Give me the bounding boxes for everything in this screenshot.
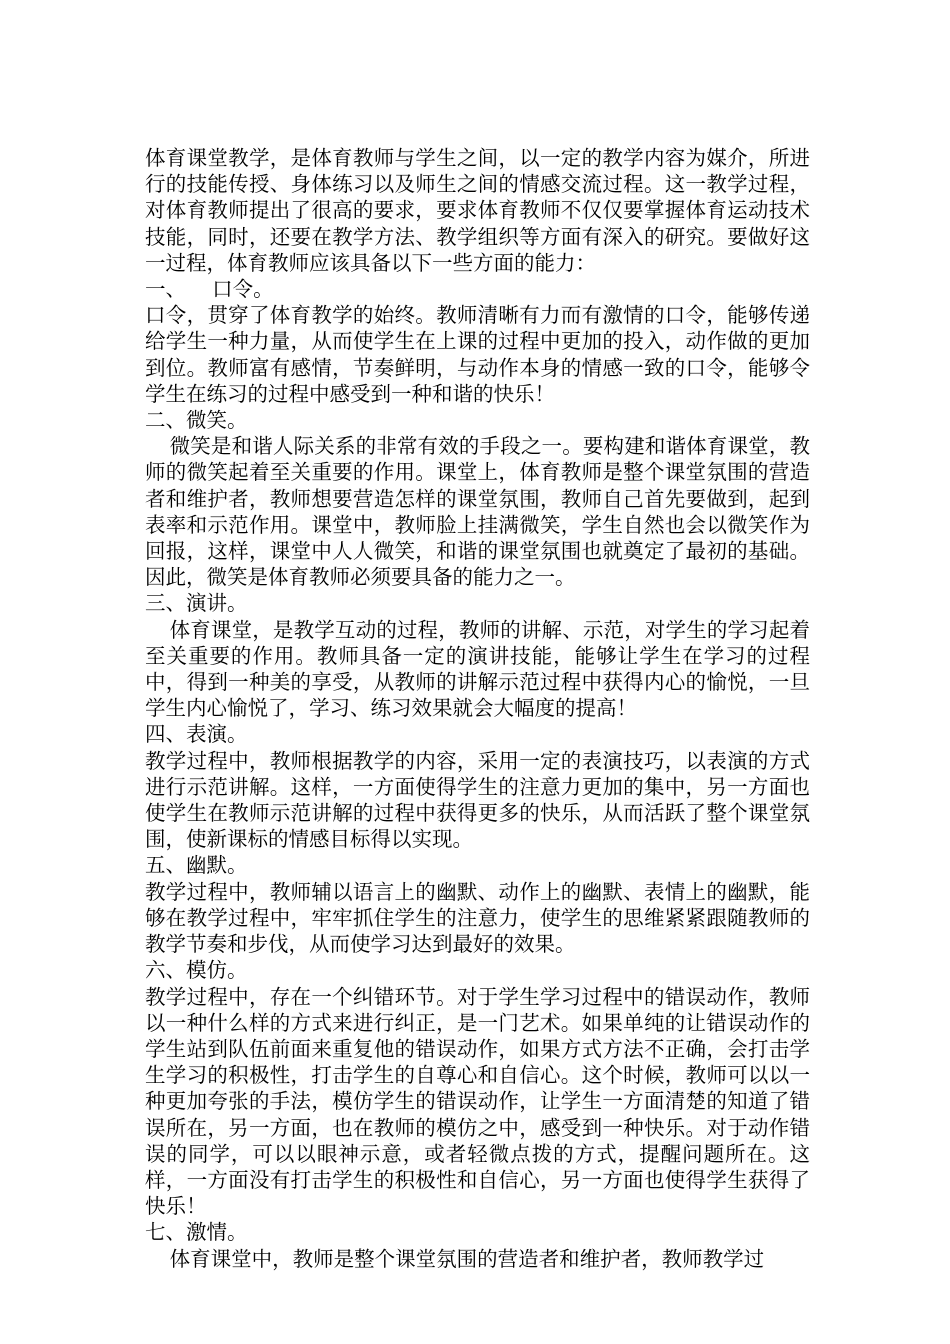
section-5-body: 教学过程中，教师辅以语言上的幽默、动作上的幽默、表情上的幽默，能够在教学过程中，牢牢抓住学生的注意力，使学生的思维紧紧跟随教师的教学节奏和步伐，从而使学习达到最好的效果。 [145, 879, 810, 957]
section-2-body: 微笑是和谐人际关系的非常有效的手段之一。要构建和谐体育课堂，教师的微笑起着至关重要的作用。课堂上，体育教师是整个课堂氛围的营造者和维护者，教师想要营造怎样的课堂氛围，教师自己首先要做到，起到表率和示范作用。课堂中，教师脸上挂满微笑，学生自然也会以微笑作为回报，这样，课堂中人人微笑，和谐的课堂氛围也就奠定了最初的基础。因此，微笑是体育教师必须要具备的能力之一。 [145, 434, 810, 590]
section-7-heading: 七、激情。 [145, 1220, 248, 1245]
section-6-heading: 六、模仿。 [145, 958, 248, 983]
section-3-body: 体育课堂，是教学互动的过程，教师的讲解、示范，对学生的学习起着至关重要的作用。教师具备一定的演讲技能，能够让学生在学习的过程中，得到一种美的享受，从教师的讲解示范过程中获得内心的愉悦，一旦学生内心愉悦了，学习、练习效果就会大幅度的提高！ [145, 617, 810, 721]
section-1-heading: 一、 口令。 [145, 277, 274, 302]
section-3-heading: 三、演讲。 [145, 591, 248, 616]
section-7-body: 体育课堂中，教师是整个课堂氛围的营造者和维护者，教师教学过 [169, 1246, 765, 1271]
section-4-body: 教学过程中，教师根据教学的内容，采用一定的表演技巧，以表演的方式进行示范讲解。这样，一方面使得学生的注意力更加的集中，另一方面也使学生在教师示范讲解的过程中获得更多的快乐，从而活跃了整个课堂氛围，使新课标的情感目标得以实现。 [145, 748, 810, 852]
section-5-heading: 五、幽默。 [145, 853, 248, 878]
section-6-body: 教学过程中，存在一个纠错环节。对于学生学习过程中的错误动作，教师以一种什么样的方式来进行纠正，是一门艺术。如果单纯的让错误动作的学生站到队伍前面来重复他的错误动作，如果方式方法不正确，会打击学生学习的积极性，打击学生的自尊心和自信心。这个时候，教师可以以一种更加夸张的手法，模仿学生的错误动作，让学生一方面清楚的知道了错误所在，另一方面，也在教师的模仿之中，感受到一种快乐。对于动作错误的同学，可以以眼神示意，或者轻微点拨的方式，提醒问题所在。这样，一方面没有打击学生的积极性和自信心，另一方面也使得学生获得了快乐！ [145, 984, 810, 1219]
section-2-heading: 二、微笑。 [145, 408, 248, 433]
section-1-body: 口令，贯穿了体育教学的始终。教师清晰有力而有激情的口令，能够传递给学生一种力量，从而使学生在上课的过程中更加的投入，动作做的更加到位。教师富有感情，节奏鲜明，与动作本身的情感一致的口令，能够令学生在练习的过程中感受到一种和谐的快乐！ [145, 303, 810, 406]
intro-paragraph: 体育课堂教学，是体育教师与学生之间，以一定的教学内容为媒介，所进行的技能传授、身体练习以及师生之间的情感交流过程。这一教学过程，对体育教师提出了很高的要求，要求体育教师不仅仅要掌握体育运动技术技能，同时，还要在教学方法、教学组织等方面有深入的研究。要做好这一过程，体育教师应该具备以下一些方面的能力： [145, 146, 810, 275]
document-page [145, 145, 810, 1272]
section-4-heading: 四、表演。 [145, 722, 248, 747]
